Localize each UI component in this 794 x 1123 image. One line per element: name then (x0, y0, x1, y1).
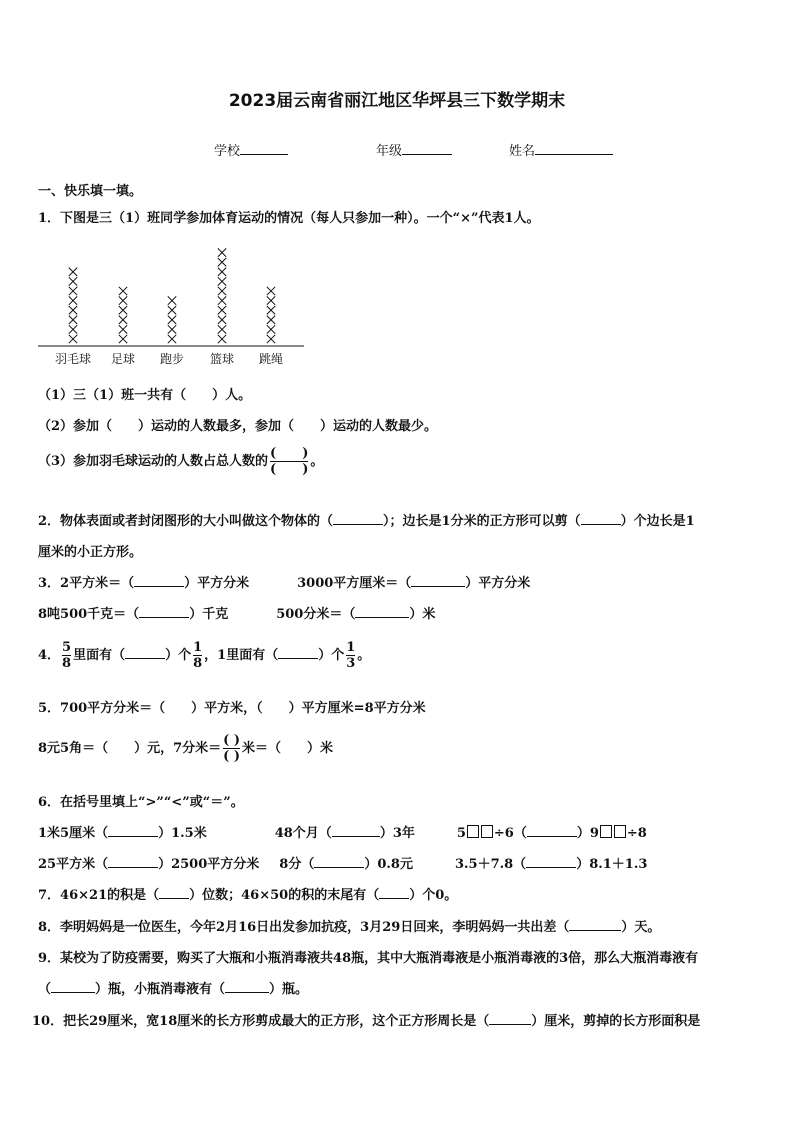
q3-text-h: ）米 (409, 607, 436, 622)
category-label: 篮球 (209, 352, 235, 366)
q6-text: ÷8 (626, 826, 647, 841)
q9-text-b: ）瓶，小瓶消毒液有（ (95, 982, 226, 997)
q4 (38, 640, 370, 671)
x-mark (218, 325, 226, 333)
grade-label: 年级 (376, 144, 403, 159)
x-mark (267, 296, 275, 304)
q7 (38, 884, 457, 903)
category-label: 羽毛球 (54, 352, 92, 366)
q9-text-c: ）瓶。 (269, 982, 309, 997)
category-label: 足球 (110, 352, 136, 366)
category-label: 跑步 (159, 352, 185, 366)
x-mark (168, 335, 176, 343)
pictograph-column (119, 287, 127, 343)
q2-blank-1[interactable] (333, 512, 383, 525)
digit-box (600, 825, 612, 838)
x-mark (218, 277, 226, 285)
x-mark (119, 306, 127, 314)
x-mark (218, 306, 226, 314)
q6-text: ）3年 (379, 826, 415, 841)
q2-blank-2[interactable] (581, 512, 621, 525)
q9-line2 (38, 978, 308, 997)
x-mark (218, 335, 226, 343)
fraction-1-8: $\frac{1}{8}$ (193, 640, 203, 671)
q10-text-a: 10．把长29厘米，宽18厘米的长方形剪成最大的正方形，这个正方形周长是（ (32, 1014, 490, 1029)
school-blank[interactable] (240, 140, 288, 155)
pictograph-column (168, 296, 176, 343)
q3-text-a: 3．2平方米＝（ (38, 576, 135, 591)
q5-text-a: 8元5角＝（ ）元，7分米＝ (38, 741, 222, 756)
name-field (509, 140, 613, 159)
q3-text-d: ）平方分米 (465, 576, 531, 591)
q2-text-b: ）；边长是1分米的正方形可以剪（ (383, 514, 581, 529)
grade-blank[interactable] (402, 140, 452, 155)
q5-text-b: 米＝（ ）米 (241, 741, 333, 756)
q4-blank-1[interactable] (125, 646, 165, 659)
q4-text-f: 。 (357, 648, 371, 663)
pictograph-column (267, 287, 275, 343)
q6-text: ）9 (576, 826, 599, 841)
x-mark (69, 306, 77, 314)
q6-blank-6[interactable] (526, 855, 576, 868)
q1-sub1: （1）三（1）班一共有（ ）人。 (38, 388, 252, 403)
pictograph-column (218, 248, 226, 343)
q6-blank-1[interactable] (108, 824, 158, 837)
q6-text: 25平方米（ (38, 857, 109, 872)
q5-line2 (38, 733, 333, 764)
q6-stem: 6．在括号里填上“>”“<”或“＝”。 (38, 795, 244, 810)
q10-blank[interactable] (489, 1012, 531, 1025)
page-title: 2023届云南省丽江地区华坪县三下数学期末 (228, 91, 566, 111)
x-mark (218, 296, 226, 304)
x-mark (218, 287, 226, 295)
x-mark (69, 335, 77, 343)
x-mark (119, 335, 127, 343)
category-label: 跳绳 (258, 352, 284, 366)
q6-text: 3.5＋7.8（ (454, 857, 527, 872)
q7-text-a: 7．46×21的积是（ (38, 888, 160, 903)
x-mark (69, 268, 77, 276)
x-mark (267, 335, 275, 343)
fraction-5-8: $\frac{5}{8}$ (62, 640, 72, 671)
q9-line1: 9．某校为了防疫需要，购买了大瓶和小瓶消毒液共48瓶，其中大瓶消毒液是小瓶消毒液的3倍，那么大瓶消毒液有 (38, 951, 699, 966)
q6-row2 (38, 853, 647, 872)
q1-stem: 1．下图是三（1）班同学参加体育运动的情况（每人只参加一种）。一个“×”代表1人。 (38, 211, 540, 226)
x-mark (168, 325, 176, 333)
q6-blank-3[interactable] (527, 824, 577, 837)
q6-text: 5 (456, 826, 466, 841)
fraction-1-3: $\frac{1}{3}$ (346, 640, 356, 671)
x-mark (119, 325, 127, 333)
section-heading: 一、快乐填一填。 (38, 184, 143, 199)
q9-blank-1[interactable] (51, 980, 95, 993)
x-mark (218, 258, 226, 266)
digit-box (481, 825, 493, 838)
q6-text: ）0.8元 (364, 857, 413, 872)
x-mark (69, 287, 77, 295)
q1-fraction-blank[interactable]: $\frac{( )}{( )}$ (270, 446, 309, 477)
q9-blank-2[interactable] (225, 980, 269, 993)
q1-sub3-end: 。 (310, 454, 324, 469)
q3-blank-1[interactable] (134, 574, 184, 587)
digit-box (614, 825, 626, 838)
q7-blank-1[interactable] (159, 886, 189, 899)
q3-blank-4[interactable] (355, 605, 409, 618)
q6-text: 8分（ (279, 857, 315, 872)
name-blank[interactable] (535, 140, 613, 155)
q3-text-c: 3000平方厘米＝（ (297, 576, 412, 591)
q8-text-a: 8．李明妈妈是一位医生，今年2月16日出发参加抗疫，3月29日回来，李明妈妈一共出差（ (38, 920, 570, 935)
x-mark (69, 325, 77, 333)
x-mark (119, 287, 127, 295)
school-field (214, 140, 288, 159)
q6-blank-4[interactable] (108, 855, 158, 868)
q7-blank-2[interactable] (379, 886, 409, 899)
x-mark (69, 296, 77, 304)
q4-text-d: ，1里面有（ (204, 648, 279, 663)
x-mark (267, 325, 275, 333)
q3-blank-2[interactable] (411, 574, 465, 587)
q8-blank[interactable] (569, 918, 621, 931)
q3-row2 (38, 603, 435, 622)
q10-text-b: ）厘米，剪掉的长方形面积是 (531, 1014, 701, 1029)
q4-text-c: ）个 (165, 648, 192, 663)
q1-sub3-text: （3）参加羽毛球运动的人数占总人数的 (38, 454, 269, 469)
q9-text-a: （ (38, 982, 52, 997)
pictograph-chart (36, 236, 306, 370)
q10 (32, 1010, 700, 1029)
q8-text-b: ）天。 (621, 920, 661, 935)
digit-box (467, 825, 479, 838)
x-mark (69, 316, 77, 324)
q6-text: ）8.1＋1.3 (576, 857, 648, 872)
q3-text-f: ）千克 (189, 607, 229, 622)
q3-text-g: 500分米＝（ (276, 607, 356, 622)
x-mark (69, 277, 77, 285)
x-mark (168, 316, 176, 324)
q3-blank-3[interactable] (139, 605, 189, 618)
grade-field (376, 140, 452, 159)
x-mark (119, 296, 127, 304)
q2-line1 (38, 510, 695, 529)
x-mark (218, 316, 226, 324)
x-mark (218, 248, 226, 256)
x-mark (168, 306, 176, 314)
q1-sub2: （2）参加（ ）运动的人数最多，参加（ ）运动的人数最少。 (38, 419, 438, 434)
x-mark (168, 296, 176, 304)
q6-text: ÷6（ (493, 826, 527, 841)
q3-text-b: ）平方分米 (184, 576, 250, 591)
x-mark (267, 316, 275, 324)
q2-text-a: 2．物体表面或者封闭图形的大小叫做这个物体的（ (38, 514, 334, 529)
q7-text-c: ）个0。 (409, 888, 458, 903)
pictograph-column (69, 268, 77, 344)
q6-blank-2[interactable] (332, 824, 380, 837)
q8 (38, 916, 660, 935)
q1-sub3 (38, 446, 323, 477)
q6-text: 48个月（ (274, 826, 332, 841)
q2-line2: 厘米的小正方形。 (38, 545, 143, 560)
q7-text-b: ）位数；46×50的积的末尾有（ (189, 888, 380, 903)
q4-blank-2[interactable] (278, 646, 318, 659)
x-mark (119, 316, 127, 324)
school-label: 学校 (214, 144, 241, 159)
q3-row1 (38, 572, 530, 591)
q5-line1: 5．700平方分米＝（ ）平方米，（ ）平方厘米=8平方分米 (38, 701, 426, 716)
q6-text: ）2500平方分米 (158, 857, 260, 872)
q6-text: 1米5厘米（ (38, 826, 109, 841)
x-mark (267, 306, 275, 314)
q4-text-b: 里面有（ (73, 648, 126, 663)
q4-text-a: 4． (38, 648, 61, 663)
q4-text-e: ）个 (318, 648, 345, 663)
name-label: 姓名 (509, 144, 536, 159)
q6-text: ）1.5米 (158, 826, 207, 841)
x-mark (218, 268, 226, 276)
q5-fraction-blank[interactable]: $\frac{( )}{( )}$ (223, 733, 240, 764)
q2-text-c: ）个边长是1 (620, 514, 695, 529)
x-mark (267, 287, 275, 295)
q3-text-e: 8吨500千克＝（ (38, 607, 140, 622)
q6-blank-5[interactable] (314, 855, 364, 868)
q6-row1 (38, 822, 647, 841)
